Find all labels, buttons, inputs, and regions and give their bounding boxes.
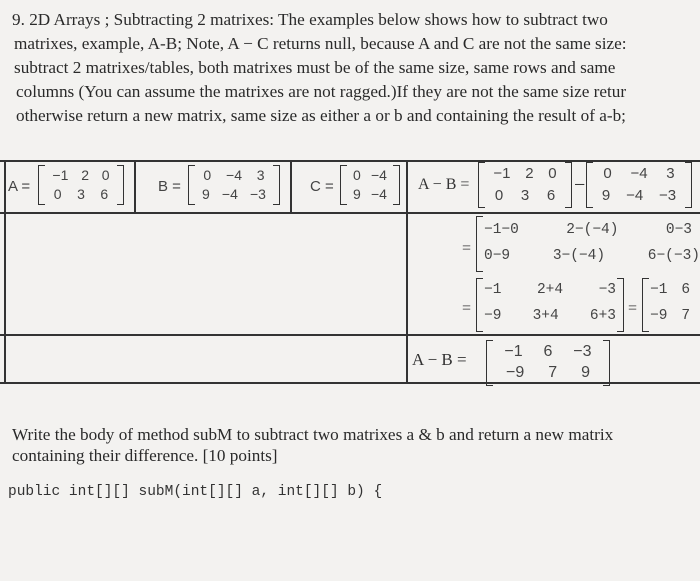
- matrix-cell: 6: [546, 187, 556, 204]
- matrix-cell: 0: [53, 186, 62, 202]
- matrix-cell: 0: [101, 167, 110, 183]
- matrix-row: [476, 282, 624, 298]
- example-table: [0, 160, 700, 384]
- work-step-matrix: [476, 216, 700, 272]
- matrix-cell: 0: [203, 167, 212, 183]
- matrix-cell: 0−9: [484, 248, 511, 264]
- matrix-row: [642, 308, 700, 324]
- matrix-c: [340, 165, 400, 205]
- problem-line: 9. 2D Arrays ; Subtracting 2 matrixes: The examples below shows how to subtract two: [12, 10, 608, 29]
- table-col-divider: [290, 160, 292, 212]
- table-col-divider: [4, 160, 6, 384]
- equals-sign: =: [462, 300, 472, 317]
- matrix-cell: 3: [256, 167, 265, 183]
- matrix-b: [188, 165, 280, 205]
- matrix-cell: 7: [681, 308, 691, 324]
- matrix-row: [188, 186, 280, 202]
- matrix-cell: 9: [581, 364, 590, 381]
- matrix-row: [38, 186, 124, 202]
- matrix-cell: 3: [666, 165, 675, 182]
- equals-sign: =: [628, 300, 638, 317]
- matrix-cell: 6+3: [589, 308, 616, 324]
- matrix-row: [188, 167, 280, 183]
- matrix-cell: −4: [626, 187, 644, 204]
- matrix-row: [586, 165, 692, 182]
- matrix-cell: 6: [681, 282, 691, 298]
- matrix-b-label: B =: [158, 178, 181, 195]
- matrix-cell: −9: [505, 364, 525, 381]
- work-matrix-b: [586, 162, 692, 208]
- matrix-row: [476, 308, 624, 324]
- matrix-cell: −4: [370, 167, 387, 183]
- matrix-cell: −1: [52, 167, 69, 183]
- question-line: Write the body of method subM to subtract two matrixes a & b and return a new matrix: [12, 425, 614, 444]
- matrix-cell: 6: [100, 186, 109, 202]
- matrix-cell: −3: [573, 343, 592, 360]
- code-signature: public int[][] subM(int[][] a, int[][] b) {: [8, 484, 383, 500]
- work-step-matrix: [476, 278, 624, 332]
- matrix-cell: −4: [370, 186, 387, 202]
- matrix-cell: −3: [658, 187, 677, 204]
- matrix-cell: 6−(−3): [647, 248, 700, 264]
- matrix-row: [478, 165, 572, 182]
- matrix-cell: 0: [603, 165, 612, 182]
- matrix-cell: −1: [504, 343, 523, 360]
- matrix-row: [476, 248, 700, 264]
- matrix-cell: −1: [484, 282, 502, 298]
- problem-line: columns (You can assume the matrixes are not ragged.)If they are not the same size retur: [16, 82, 627, 101]
- matrix-row: [486, 343, 610, 361]
- question-line: containing their difference. [10 points]: [12, 446, 278, 465]
- problem-statement: [10, 8, 700, 128]
- matrix-cell: 2: [525, 165, 534, 182]
- table-divider: [0, 334, 700, 336]
- matrix-cell: −9: [484, 308, 502, 324]
- matrix-cell: 2−(−4): [566, 222, 619, 238]
- matrix-cell: −1−0: [484, 222, 519, 238]
- matrix-cell: 0: [548, 165, 557, 182]
- problem-line: matrixes, example, A-B; Note, A − C returns null, because A and C are not the same size:: [14, 34, 627, 53]
- matrix-cell: 2: [81, 167, 89, 183]
- matrix-row: [642, 282, 700, 298]
- matrix-cell: 9: [353, 186, 361, 202]
- matrix-cell: 3−(−4): [552, 248, 606, 264]
- problem-line: otherwise return a new matrix, same size as either a or b and containing the result of a-b;: [16, 106, 626, 125]
- matrix-cell: 0: [494, 187, 504, 204]
- table-col-divider: [406, 160, 408, 384]
- minus-sign: −: [574, 174, 586, 196]
- table-col-divider: [134, 160, 136, 212]
- matrix-cell: 3+4: [532, 308, 559, 324]
- work-label: A − B =: [418, 176, 470, 193]
- problem-line: subtract 2 matrixes/tables, both matrixes must be of the same size, same rows and same: [14, 58, 616, 77]
- matrix-cell: −9: [650, 308, 668, 324]
- table-divider: [0, 212, 700, 214]
- matrix-cell: 6: [543, 343, 553, 360]
- work-matrix-a: [478, 162, 572, 208]
- result-matrix: [486, 340, 610, 386]
- question-text: [12, 424, 700, 466]
- matrix-cell: −4: [226, 167, 242, 183]
- matrix-cell: 7: [548, 364, 558, 381]
- matrix-cell: 3: [520, 187, 530, 204]
- matrix-row: [340, 167, 400, 183]
- matrix-row: [478, 187, 572, 204]
- matrix-cell: 9: [601, 187, 611, 204]
- matrix-row: [486, 364, 610, 382]
- matrix-cell: 0−3: [665, 222, 692, 238]
- matrix-cell: −4: [221, 186, 238, 202]
- matrix-cell: −3: [249, 186, 266, 202]
- matrix-a-label: A =: [8, 178, 31, 195]
- matrix-row: [340, 186, 400, 202]
- matrix-cell: 9: [202, 186, 210, 202]
- final-label: A − B =: [412, 350, 467, 369]
- work-step-matrix: [642, 278, 700, 332]
- matrix-cell: −3: [598, 282, 616, 298]
- matrix-cell: 3: [77, 186, 85, 202]
- equals-sign: =: [462, 240, 472, 257]
- matrix-row: [586, 187, 692, 204]
- matrix-cell: 0: [353, 167, 361, 183]
- matrix-row: [38, 167, 124, 183]
- matrix-cell: −1: [650, 282, 668, 298]
- matrix-cell: −1: [493, 165, 511, 182]
- matrix-cell: 2+4: [536, 282, 564, 298]
- matrix-row: [476, 222, 700, 238]
- matrix-c-label: C =: [310, 178, 334, 195]
- matrix-cell: −4: [630, 165, 648, 182]
- matrix-a: [38, 165, 124, 205]
